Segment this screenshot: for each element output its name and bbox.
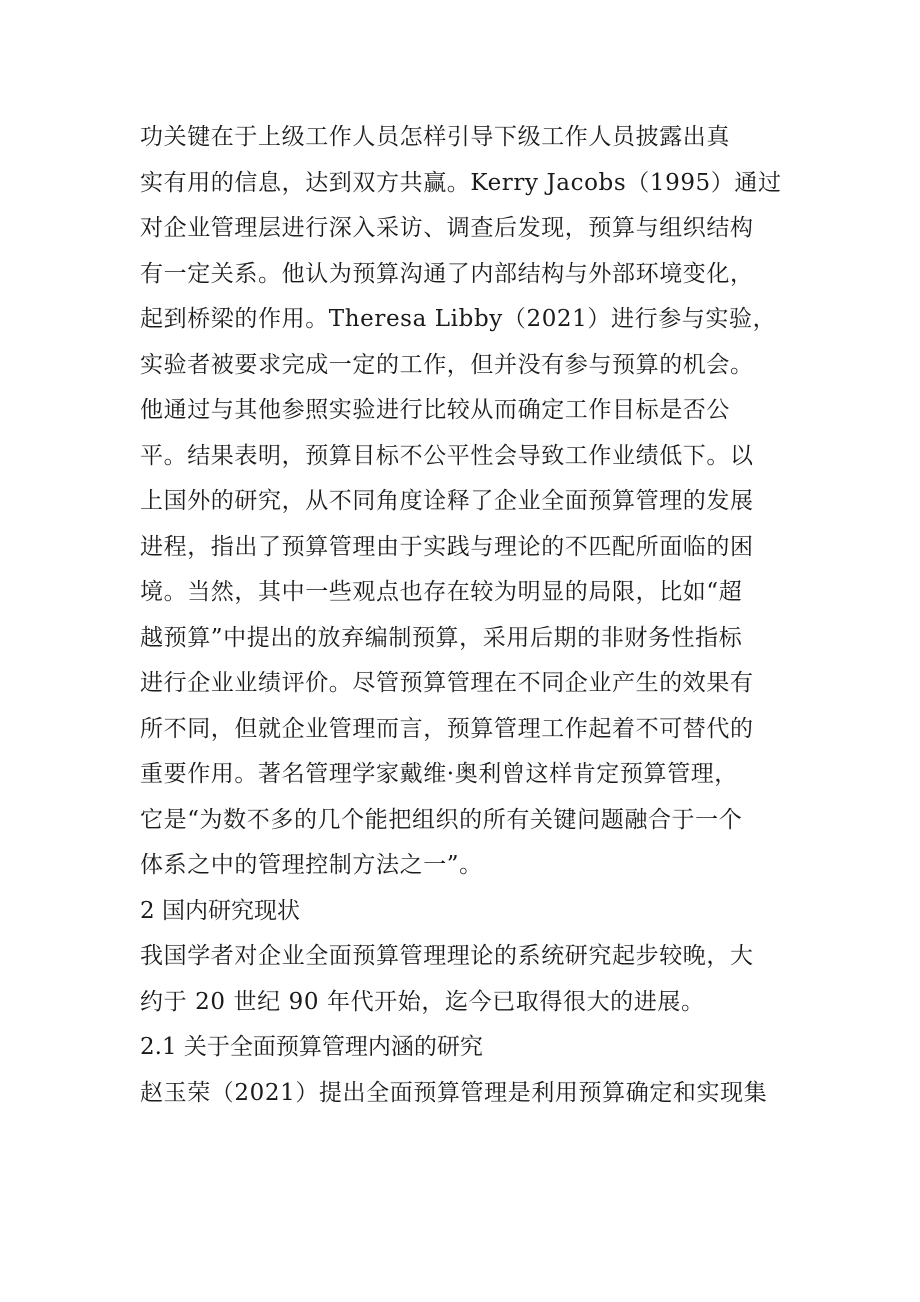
section-heading-domestic-research: 2 国内研究现状 [140,897,300,924]
text-line: 体系之中的管理控制方法之一”。 [140,852,483,878]
subsection-heading-connotation: 2.1 关于全面预算管理内涵的研究 [140,1034,483,1060]
text-line: 平。结果表明，预算目标不公平性会导致工作业绩低下。以 [140,442,754,469]
text-line: 进程，指出了预算管理由于实践与理论的不匹配所面临的困 [140,533,754,560]
text-line: 进行企业业绩评价。尽管预算管理在不同企业产生的效果有 [140,670,754,696]
text-line: 重要作用。著名管理学家戴维·奥利曾这样肯定预算管理， [140,761,738,787]
paragraph-domestic-research [140,934,790,1025]
paragraph-foreign-research [140,115,790,889]
text-line: 功关键在于上级工作人员怎样引导下级工作人员披露出真 [140,124,730,150]
text-line: 实有用的信息，达到双方共赢。Kerry Jacobs（1995）通过 [140,169,782,196]
text-line: 起到桥梁的作用。Theresa Libby（2021）进行参与实验， [140,306,777,332]
text-line: 约于 20 世纪 90 年代开始，迄今已取得很大的进展。 [140,988,705,1015]
text-line: 对企业管理层进行深入采访、调查后发现，预算与组织结构 [140,215,754,241]
text-line: 赵玉荣（2021）提出全面预算管理是利用预算确定和实现集 [140,1079,768,1106]
text-line: 他通过与其他参照实验进行比较从而确定工作目标是否公 [140,397,730,423]
text-line: 它是“为数不多的几个能把组织的所有关键问题融合于一个 [140,806,743,833]
paragraph-connotation [140,1071,790,1117]
text-line: 我国学者对企业全面预算管理理论的系统研究起步较晚，大 [140,943,754,969]
text-line: 越预算”中提出的放弃编制预算，采用后期的非财务性指标 [140,624,743,651]
text-line: 上国外的研究，从不同角度诠释了企业全面预算管理的发展 [140,488,754,514]
text-line: 实验者被要求完成一定的工作，但并没有参与预算的机会。 [140,351,754,378]
text-line: 所不同，但就企业管理而言，预算管理工作起着不可替代的 [140,715,754,742]
document-page [140,115,790,1116]
text-line: 有一定关系。他认为预算沟通了内部结构与外部环境变化， [140,260,754,287]
text-line: 境。当然，其中一些观点也存在较为明显的局限，比如“超 [140,579,743,605]
